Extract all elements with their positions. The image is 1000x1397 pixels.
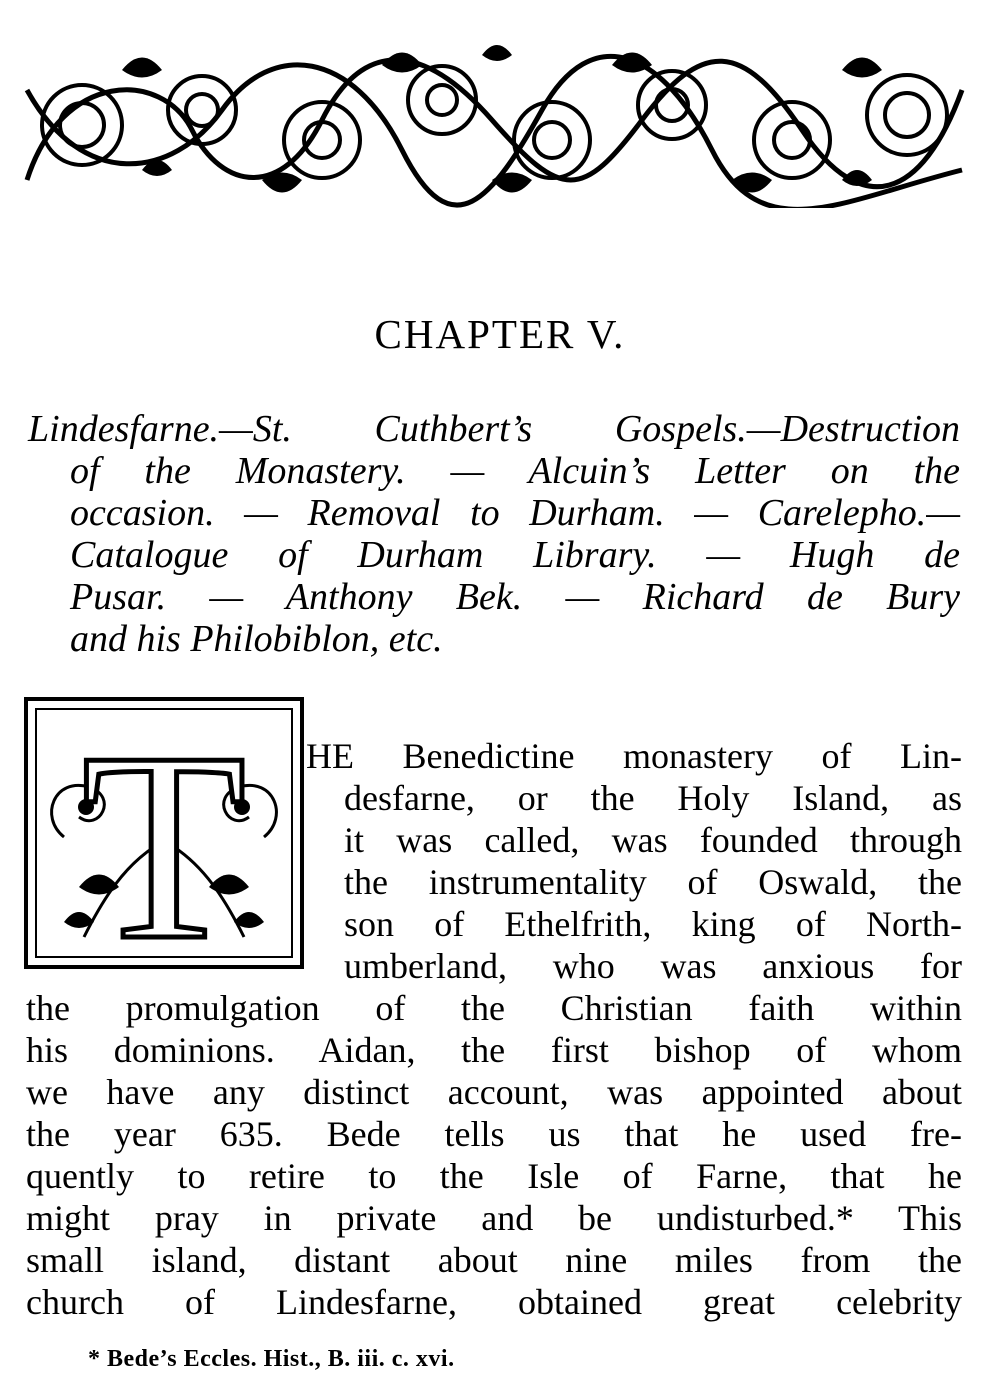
- text-line: the year 635. Bede tells us that he used fre-: [26, 1114, 962, 1154]
- synopsis-line: Pusar. — Anthony Bek. — Richard de Bury: [70, 576, 960, 618]
- text-line: son of Ethelfrith, king of North-: [344, 904, 962, 944]
- text-line: small island, distant about nine miles from the: [26, 1240, 962, 1280]
- drop-cap-letter: T: [81, 697, 247, 969]
- text-line: his dominions. Aidan, the first bishop of whom: [26, 1030, 962, 1070]
- text-line: quently to retire to the Isle of Farne, that he: [26, 1156, 962, 1196]
- synopsis-line: Lindesfarne.—St. Cuthbert’s Gospels.—Destruction: [28, 408, 960, 450]
- text-line: HE Benedictine monastery of Lin-: [306, 736, 962, 776]
- chapter-title: CHAPTER V.: [374, 311, 626, 357]
- text-line: might pray in private and be undisturbed.* This: [26, 1198, 962, 1238]
- decorative-header-ornament: [22, 30, 968, 208]
- chapter-synopsis: [28, 408, 960, 660]
- wrapped-paragraph-lines: [306, 735, 962, 987]
- text-line: the promulgation of the Christian faith within: [26, 988, 962, 1028]
- text-line: we have any distinct account, was appointed about: [26, 1072, 962, 1112]
- text-line: umberland, who was anxious for: [344, 946, 962, 986]
- footnote: * Bede’s Eccles. Hist., B. iii. c. xvi.: [88, 1346, 455, 1372]
- text-line: church of Lindesfarne, obtained great celebrity: [26, 1282, 962, 1322]
- synopsis-line: occasion. — Removal to Durham. — Carelepho.—: [70, 492, 960, 534]
- drop-cap-ornament: [24, 697, 304, 969]
- body-paragraph: [26, 987, 962, 1323]
- synopsis-line: and his Philobiblon, etc.: [70, 618, 443, 660]
- synopsis-line: of the Monastery. — Alcuin’s Letter on the: [70, 450, 960, 492]
- text-line: the instrumentality of Oswald, the: [344, 862, 962, 902]
- synopsis-line: Catalogue of Durham Library. — Hugh de: [70, 534, 960, 576]
- text-line: desfarne, or the Holy Island, as: [344, 778, 962, 818]
- text-line: it was called, was founded through: [344, 820, 962, 860]
